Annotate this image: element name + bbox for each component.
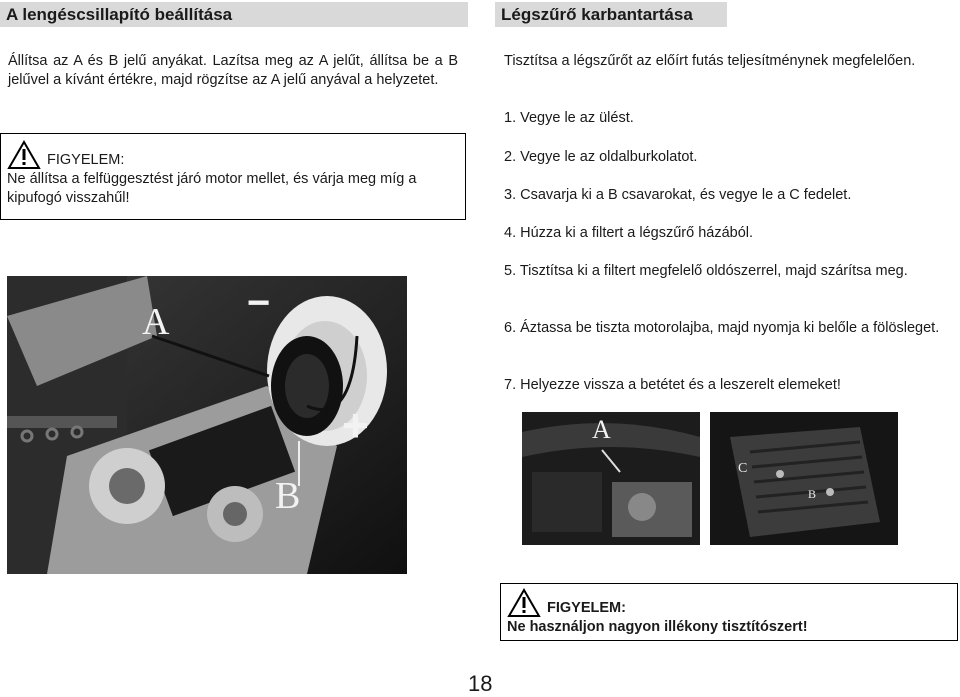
photo2-label-c: C — [738, 461, 748, 476]
photo-label-a: A — [142, 301, 170, 343]
warning-title: FIGYELEM: — [47, 152, 125, 168]
step-4: 4. Húzza ki a filtert a légszűrő házából. — [504, 225, 754, 241]
step-3: 3. Csavarja ki a B csavarokat, és vegye le a C fedelet. — [504, 187, 852, 203]
shock-intro-text: Állítsa az A és B jelű anyákat. Lazítsa meg az A jelűt, állítsa be a B jelűvel a kívánt értékre, majd rögzítse az A jelű anyával a helyzetet. — [8, 53, 458, 88]
filter-warning-box — [500, 583, 958, 641]
filter-intro-text: Tisztítsa a légszűrőt az előírt futás teljesítménynek megfelelően. — [504, 53, 916, 69]
photo-label-plus: + — [342, 399, 369, 451]
warning-text: Ne használjon nagyon illékony tisztítószert! — [507, 619, 808, 635]
photo1-label-a: A — [592, 415, 611, 444]
step-5: 5. Tisztítsa ki a filtert megfelelő oldószerrel, majd szárítsa meg. — [504, 263, 908, 279]
air-filter-box-photo — [710, 412, 898, 545]
warning-triangle-icon — [7, 140, 41, 170]
warning-title: FIGYELEM: — [547, 600, 626, 616]
step-1: 1. Vegye le az ülést. — [504, 110, 634, 126]
warning-triangle-icon — [507, 588, 541, 618]
photo2-label-b: B — [808, 487, 817, 501]
shock-warning-box — [0, 133, 466, 220]
step-7: 7. Helyezze vissza a betétet és a leszerelt elemeket! — [504, 377, 841, 393]
seat-removal-photo — [522, 412, 700, 545]
photo-label-b: B — [275, 475, 301, 517]
step-2: 2. Vegye le az oldalburkolatot. — [504, 149, 698, 165]
photo-label-minus: − — [247, 281, 271, 325]
warning-text: Ne állítsa a felfüggesztést járó motor mellet, és várja meg míg a kipufogó visszahűl! — [7, 171, 417, 206]
step-6: 6. Áztassa be tiszta motorolajba, majd nyomja ki belőle a fölösleget. — [504, 320, 940, 336]
page-number: 18 — [468, 671, 493, 696]
left-heading: A lengéscsillapító beállítása — [0, 2, 468, 27]
shock-absorber-photo — [7, 276, 407, 574]
right-heading: Légszűrő karbantartása — [495, 2, 727, 27]
